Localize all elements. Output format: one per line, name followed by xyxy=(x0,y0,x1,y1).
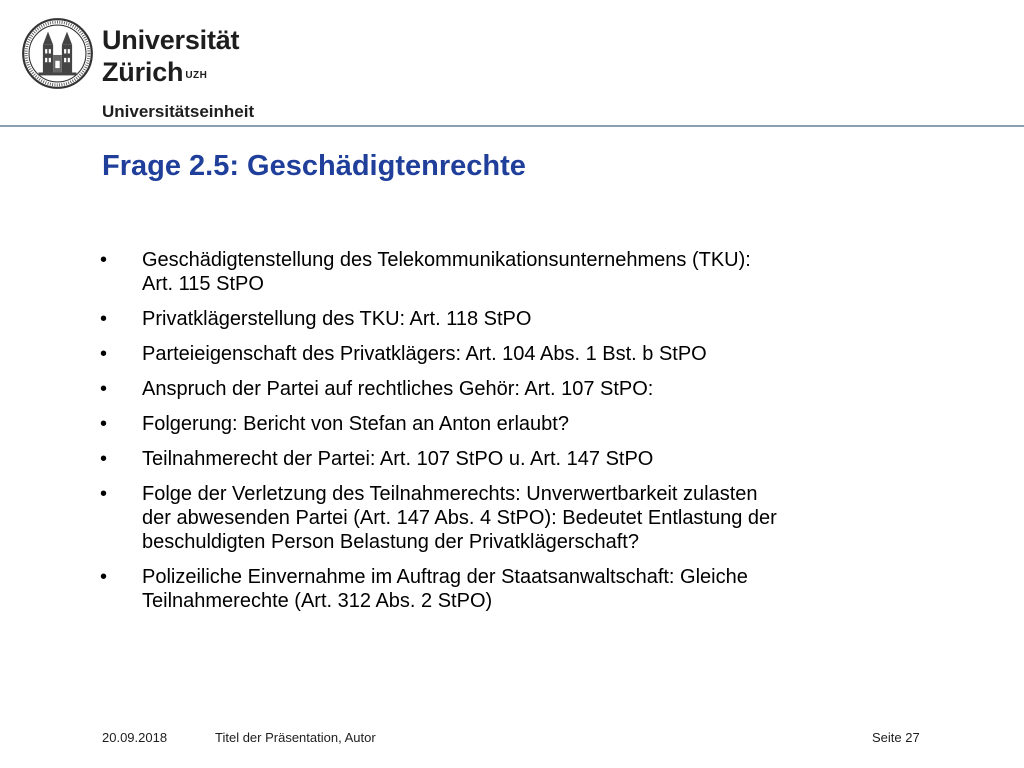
bullet-text-line: Privatklägerstellung des TKU: Art. 118 StPO xyxy=(142,308,532,330)
university-name-line1: Universität xyxy=(102,25,240,55)
bullet-text-line: Folge der Verletzung des Teilnahmerechts: Unverwertbarkeit zulasten xyxy=(142,483,758,505)
bullet-marker: • xyxy=(100,483,108,505)
bullet-text-line: Polizeiliche Einvernahme im Auftrag der Staatsanwaltschaft: Gleiche xyxy=(142,566,748,588)
bullet-item xyxy=(100,248,980,296)
footer-presentation-title: Titel der Präsentation, Autor xyxy=(215,730,376,745)
university-city: Zürich xyxy=(102,57,184,87)
bullet-item xyxy=(100,565,980,613)
bullet-list xyxy=(100,248,980,624)
footer-date: 20.09.2018 xyxy=(102,730,168,745)
bullet-text-line: der abwesenden Partei (Art. 147 Abs. 4 StPO): Bedeutet Entlastung der xyxy=(142,507,777,529)
bullet-text xyxy=(142,342,980,366)
bullet-text xyxy=(142,447,980,471)
bullet-marker: • xyxy=(100,343,108,365)
slide-title: Frage 2.5: Geschädigtenrechte xyxy=(102,150,526,182)
university-abbr: UZH xyxy=(185,70,208,81)
bullet-text-line: Anspruch der Partei auf rechtliches Gehör: Art. 107 StPO: xyxy=(142,378,654,400)
bullet-text xyxy=(142,307,980,331)
bullet-text-line: Folgerung: Bericht von Stefan an Anton erlaubt? xyxy=(142,413,569,435)
bullet-item xyxy=(100,377,980,401)
bullet-text xyxy=(142,248,980,296)
bullet-text-line: Geschädigtenstellung des Telekommunikationsunternehmens (TKU): xyxy=(142,249,751,271)
bullet-marker: • xyxy=(100,566,108,588)
bullet-item xyxy=(100,447,980,471)
bullet-text xyxy=(142,482,980,554)
bullet-text-line: Parteieigenschaft des Privatklägers: Art. 104 Abs. 1 Bst. b StPO xyxy=(142,343,707,365)
bullet-text xyxy=(142,565,980,613)
bullet-text-line: Teilnahmerechte (Art. 312 Abs. 2 StPO) xyxy=(142,590,493,612)
university-name-line2 xyxy=(102,56,239,88)
bullet-marker: • xyxy=(100,413,108,435)
footer-page-number: Seite 27 xyxy=(872,730,920,745)
unit-label: Universitätseinheit xyxy=(102,102,255,121)
bullet-item xyxy=(100,342,980,366)
bullet-text xyxy=(142,412,980,436)
bullet-text-line: Art. 115 StPO xyxy=(142,273,264,295)
university-wordmark xyxy=(102,24,239,88)
bullet-marker: • xyxy=(100,249,108,271)
bullet-text-line: Teilnahmerecht der Partei: Art. 107 StPO u. Art. 147 StPO xyxy=(142,448,654,470)
header-divider xyxy=(0,125,1024,127)
bullet-marker: • xyxy=(100,308,108,330)
bullet-item xyxy=(100,307,980,331)
bullet-item xyxy=(100,482,980,554)
bullet-text-line: beschuldigten Person Belastung der Privatklägerschaft? xyxy=(142,531,639,553)
bullet-marker: • xyxy=(100,378,108,400)
bullet-text xyxy=(142,377,980,401)
bullet-item xyxy=(100,412,980,436)
bullet-marker: • xyxy=(100,448,108,470)
university-seal-logo xyxy=(21,17,94,90)
